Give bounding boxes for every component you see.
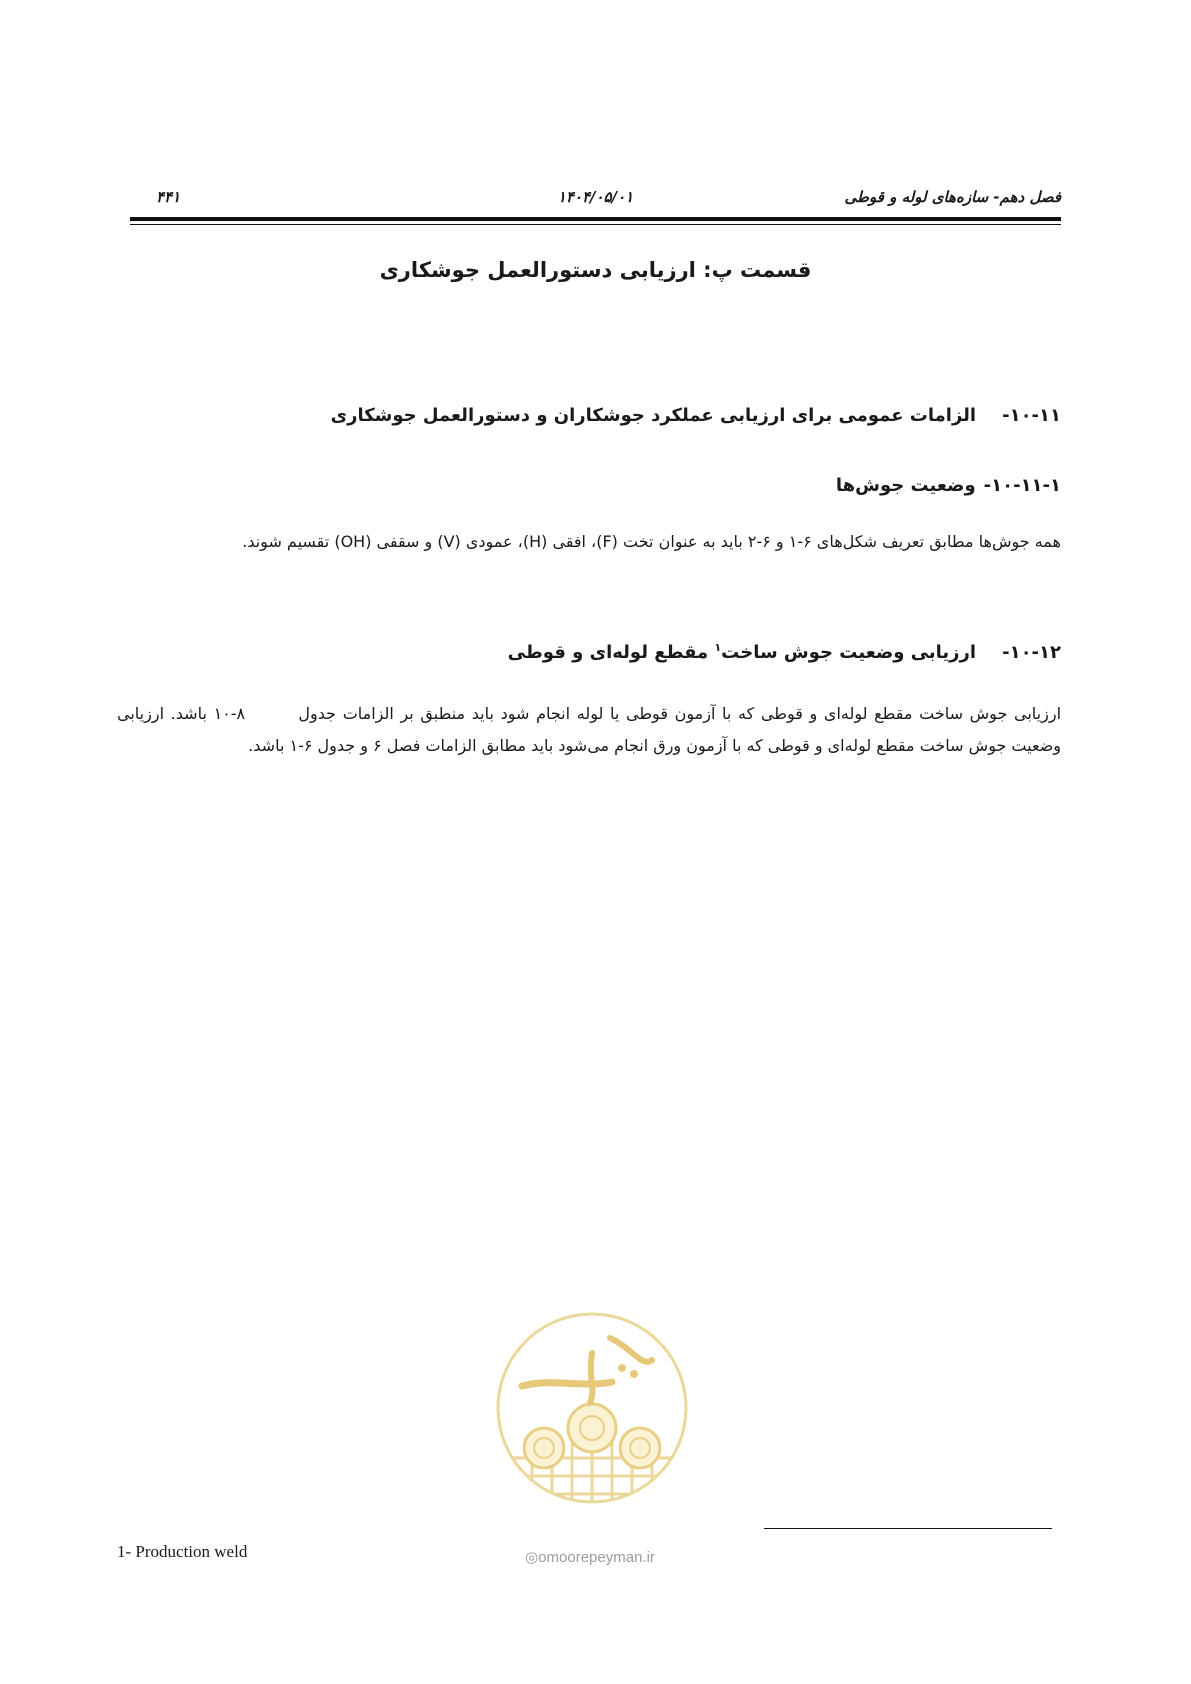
watermark-url: ◎omoorepeyman.ir [525, 1549, 655, 1566]
header-rule-thin [130, 224, 1061, 225]
section-title: وضعیت جوش‌ها [835, 475, 976, 496]
header-rule-thick [130, 217, 1061, 221]
running-header [130, 188, 1061, 214]
section-heading-10-12 [130, 641, 1061, 663]
paragraph-text-part2: باشد. ارزیابی وضعیت جوش ساخت مقطع لوله‌ای و قوطی که با آزمون ورق انجام می‌شود باید مطابق الزامات فصل ۶ و جدول ۶-۱ باشد. [117, 704, 1061, 755]
section-heading-10-11 [130, 405, 1061, 426]
paragraph-weld-positions: همه جوش‌ها مطابق تعریف شکل‌های ۶-۱ و ۶-۲ باید به عنوان تخت (F)، افقی (H)، عمودی (V) و سقفی (OH) تقسیم شوند. [242, 532, 1061, 551]
section-heading-10-11-1 [130, 475, 1061, 496]
part-title: قسمت پ: ارزیابی دستورالعمل جوشکاری [379, 258, 812, 282]
paragraph-text-part1: ارزیابی جوش ساخت مقطع لوله‌ای و قوطی که با آزمون قوطی یا لوله انجام شود باید منطبق بر الزامات جدول [298, 704, 1062, 723]
chapter-title: فصل دهم- سازه‌های لوله و قوطی [844, 188, 1061, 206]
section-title-part2: مقطع لوله‌ای و قوطی [507, 642, 709, 663]
section-title-part1: ارزیابی وضعیت جوش ساخت [721, 642, 977, 663]
footnote: 1- Production weld [117, 1542, 248, 1561]
section-number: ۱۰-۱۱- [1002, 405, 1061, 426]
table-reference: ۱۰-۸ [213, 704, 246, 723]
paragraph-production-weld [117, 698, 1061, 762]
omoorepeyman-logo-icon [492, 1308, 692, 1508]
section-number: ۱۰-۱۲- [1002, 642, 1061, 663]
footnote-mark: ۱ [714, 641, 722, 654]
section-title: الزامات عمومی برای ارزیابی عملکرد جوشکاران و دستورالعمل جوشکاری [330, 405, 977, 426]
section-number: ۱۰-۱۱-۱- [983, 475, 1061, 496]
footnote-rule [764, 1528, 1052, 1529]
header-date: ۱۴۰۴/۰۵/۰۱ [557, 188, 634, 206]
page-number: ۴۴۱ [156, 188, 181, 206]
